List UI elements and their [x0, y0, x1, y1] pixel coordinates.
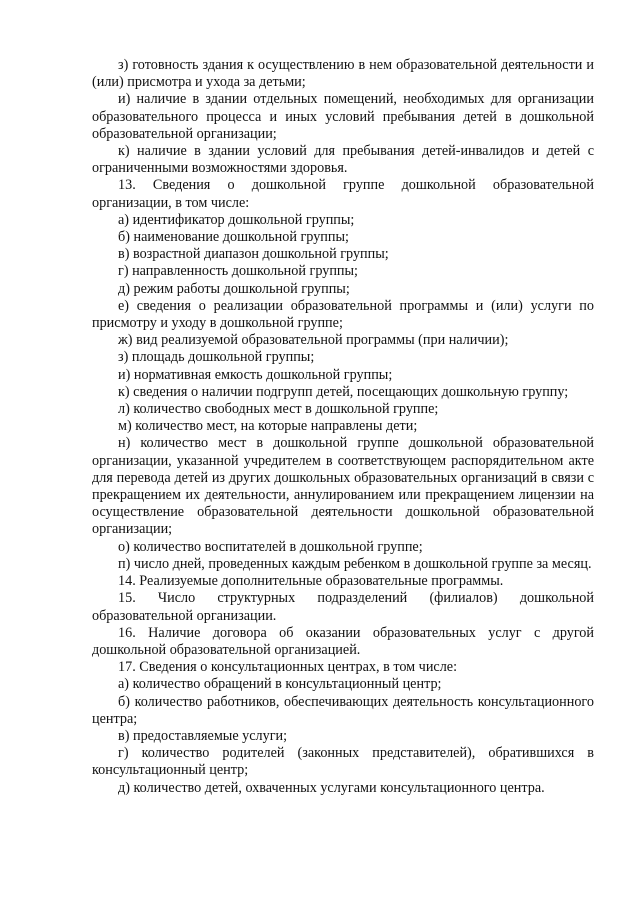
- paragraph-17-consulting-centers: 17. Сведения о консультационных центрах, в том числе:: [118, 659, 458, 676]
- list-item: п) число дней, проведенных каждым ребенком в дошкольной группе за месяц.: [118, 555, 592, 572]
- list-item: ж) вид реализуемой образовательной программы (при наличии);: [118, 332, 509, 349]
- paragraph-15-branches: 15. Число структурных подразделений (филиалов) дошкольной образовательной организации.: [92, 590, 594, 624]
- list-item: о) количество воспитателей в дошкольной группе;: [118, 538, 423, 555]
- list-item: д) режим работы дошкольной группы;: [118, 280, 350, 297]
- paragraph-13-group-info: 13. Сведения о дошкольной группе дошкольной образовательной организации, в том числе:: [92, 177, 594, 211]
- list-item: м) количество мест, на которые направлены дети;: [118, 418, 418, 435]
- paragraph-i-separate-rooms: и) наличие в здании отдельных помещений, необходимых для организации образовательного процесса и иных условий пребывания детей в дошкольной образовательной организации;: [92, 91, 594, 142]
- list-item: к) сведения о наличии подгрупп детей, посещающих дошкольную группу;: [118, 383, 569, 400]
- list-item: з) площадь дошкольной группы;: [118, 349, 315, 366]
- paragraph-k-disabled-conditions: к) наличие в здании условий для пребывания детей-инвалидов и детей с ограниченными возможностями здоровья.: [92, 143, 594, 177]
- paragraph-16-contract: 16. Наличие договора об оказании образовательных услуг с другой дошкольной образовательной организацией.: [92, 624, 594, 658]
- list-item: в) возрастной диапазон дошкольной группы;: [118, 246, 389, 263]
- list-item: д) количество детей, охваченных услугами консультационного центра.: [118, 779, 545, 796]
- list-item: в) предоставляемые услуги;: [118, 727, 288, 744]
- list-item: а) количество обращений в консультационный центр;: [118, 676, 442, 693]
- document-body: [92, 57, 594, 797]
- list-item: н) количество мест в дошкольной группе дошкольной образовательной организации, указанной учредителем в соответствующем распорядительном акте для перевода детей из других дошкольных образовательных организаций в связи с прекращением их деятельности, аннулированием или прекращением лицензии на осуществление образовательной деятельности дошкольной образовательной организации;: [92, 435, 594, 538]
- paragraph-14-additional-programs: 14. Реализуемые дополнительные образовательные программы.: [118, 573, 504, 590]
- list-item: г) направленность дошкольной группы;: [118, 263, 358, 280]
- list-item: б) наименование дошкольной группы;: [118, 229, 349, 246]
- list-item: г) количество родителей (законных представителей), обратившихся в консультационный центр;: [92, 745, 594, 779]
- list-item: е) сведения о реализации образовательной программы и (или) услуги по присмотру и уходу в дошкольной группе;: [92, 297, 594, 332]
- list-item: а) идентификатор дошкольной группы;: [118, 211, 355, 228]
- list-item: и) нормативная емкость дошкольной группы;: [118, 366, 393, 383]
- list-item: л) количество свободных мест в дошкольной группе;: [118, 401, 439, 418]
- paragraph-z-building-readiness: з) готовность здания к осуществлению в нем образовательной деятельности и (или) присмотра и ухода за детьми;: [92, 57, 594, 91]
- list-item: б) количество работников, обеспечивающих деятельность консультационного центра;: [92, 693, 594, 727]
